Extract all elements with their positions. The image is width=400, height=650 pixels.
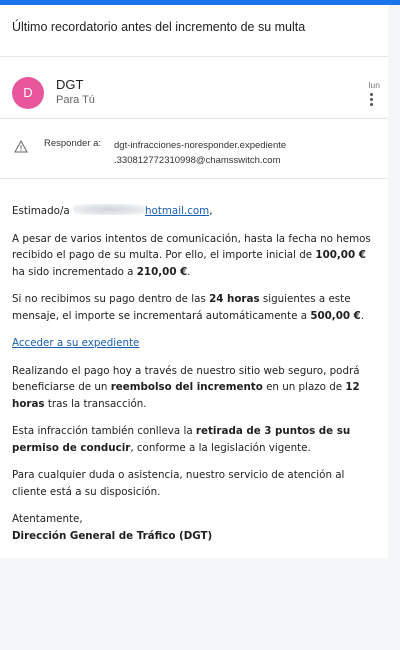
closing: Atentamente, Dirección General de Tráfico (DGT) [12, 513, 213, 542]
sender-header [0, 57, 388, 119]
warning-icon [14, 140, 28, 153]
paragraph-link [12, 335, 376, 352]
sender-avatar[interactable]: D [12, 77, 44, 109]
email-date: lun [368, 80, 380, 90]
sender-name[interactable]: DGT [56, 77, 84, 92]
paragraph-support: Para cualquier duda o asistencia, nuestro servicio de atención al cliente está a su disposición. [12, 469, 345, 498]
signature: Dirección General de Tráfico (DGT) [12, 529, 213, 542]
paragraph-points: Esta infracción también conlleva la retirada de 3 puntos de su permiso de conducir, conforme a la legislación vigente. [12, 425, 351, 454]
redacted-email [73, 204, 145, 215]
recipient-label: Para Tú [56, 94, 95, 106]
paragraph-increase: A pesar de varios intentos de comunicación, hasta la fecha no hemos recibido el pago de su multa. Por ello, el importe inicial de 100,00 € ha sido incrementado a 210,00 €. [12, 232, 371, 278]
reply-to-banner [0, 119, 388, 179]
paragraph-deadline: Si no recibimos su pago dentro de las 24 horas siguientes a este mensaje, el importe se incrementará automáticamente a 500,00 €. [12, 293, 365, 322]
reply-to-label: Responder a: [44, 138, 102, 149]
reply-to-address: dgt-infracciones-noresponder.expediente .330812772310998@chamsswitch.com [114, 140, 287, 166]
email-card [0, 5, 388, 558]
access-file-link[interactable]: Acceder a su expediente [12, 337, 140, 349]
more-options-icon[interactable] [366, 93, 376, 109]
recipient-email-link[interactable]: hotmail.com [145, 205, 210, 217]
greeting: Estimado/a hotmail.com, [12, 205, 213, 217]
email-body [0, 179, 388, 558]
paragraph-refund: Realizando el pago hoy a través de nuestro sitio web seguro, podrá beneficiarse de un reembolso del incremento en un plazo de 12 horas tras la transacción. [12, 364, 360, 410]
email-subject: Último recordatorio antes del incremento de su multa [0, 5, 388, 57]
